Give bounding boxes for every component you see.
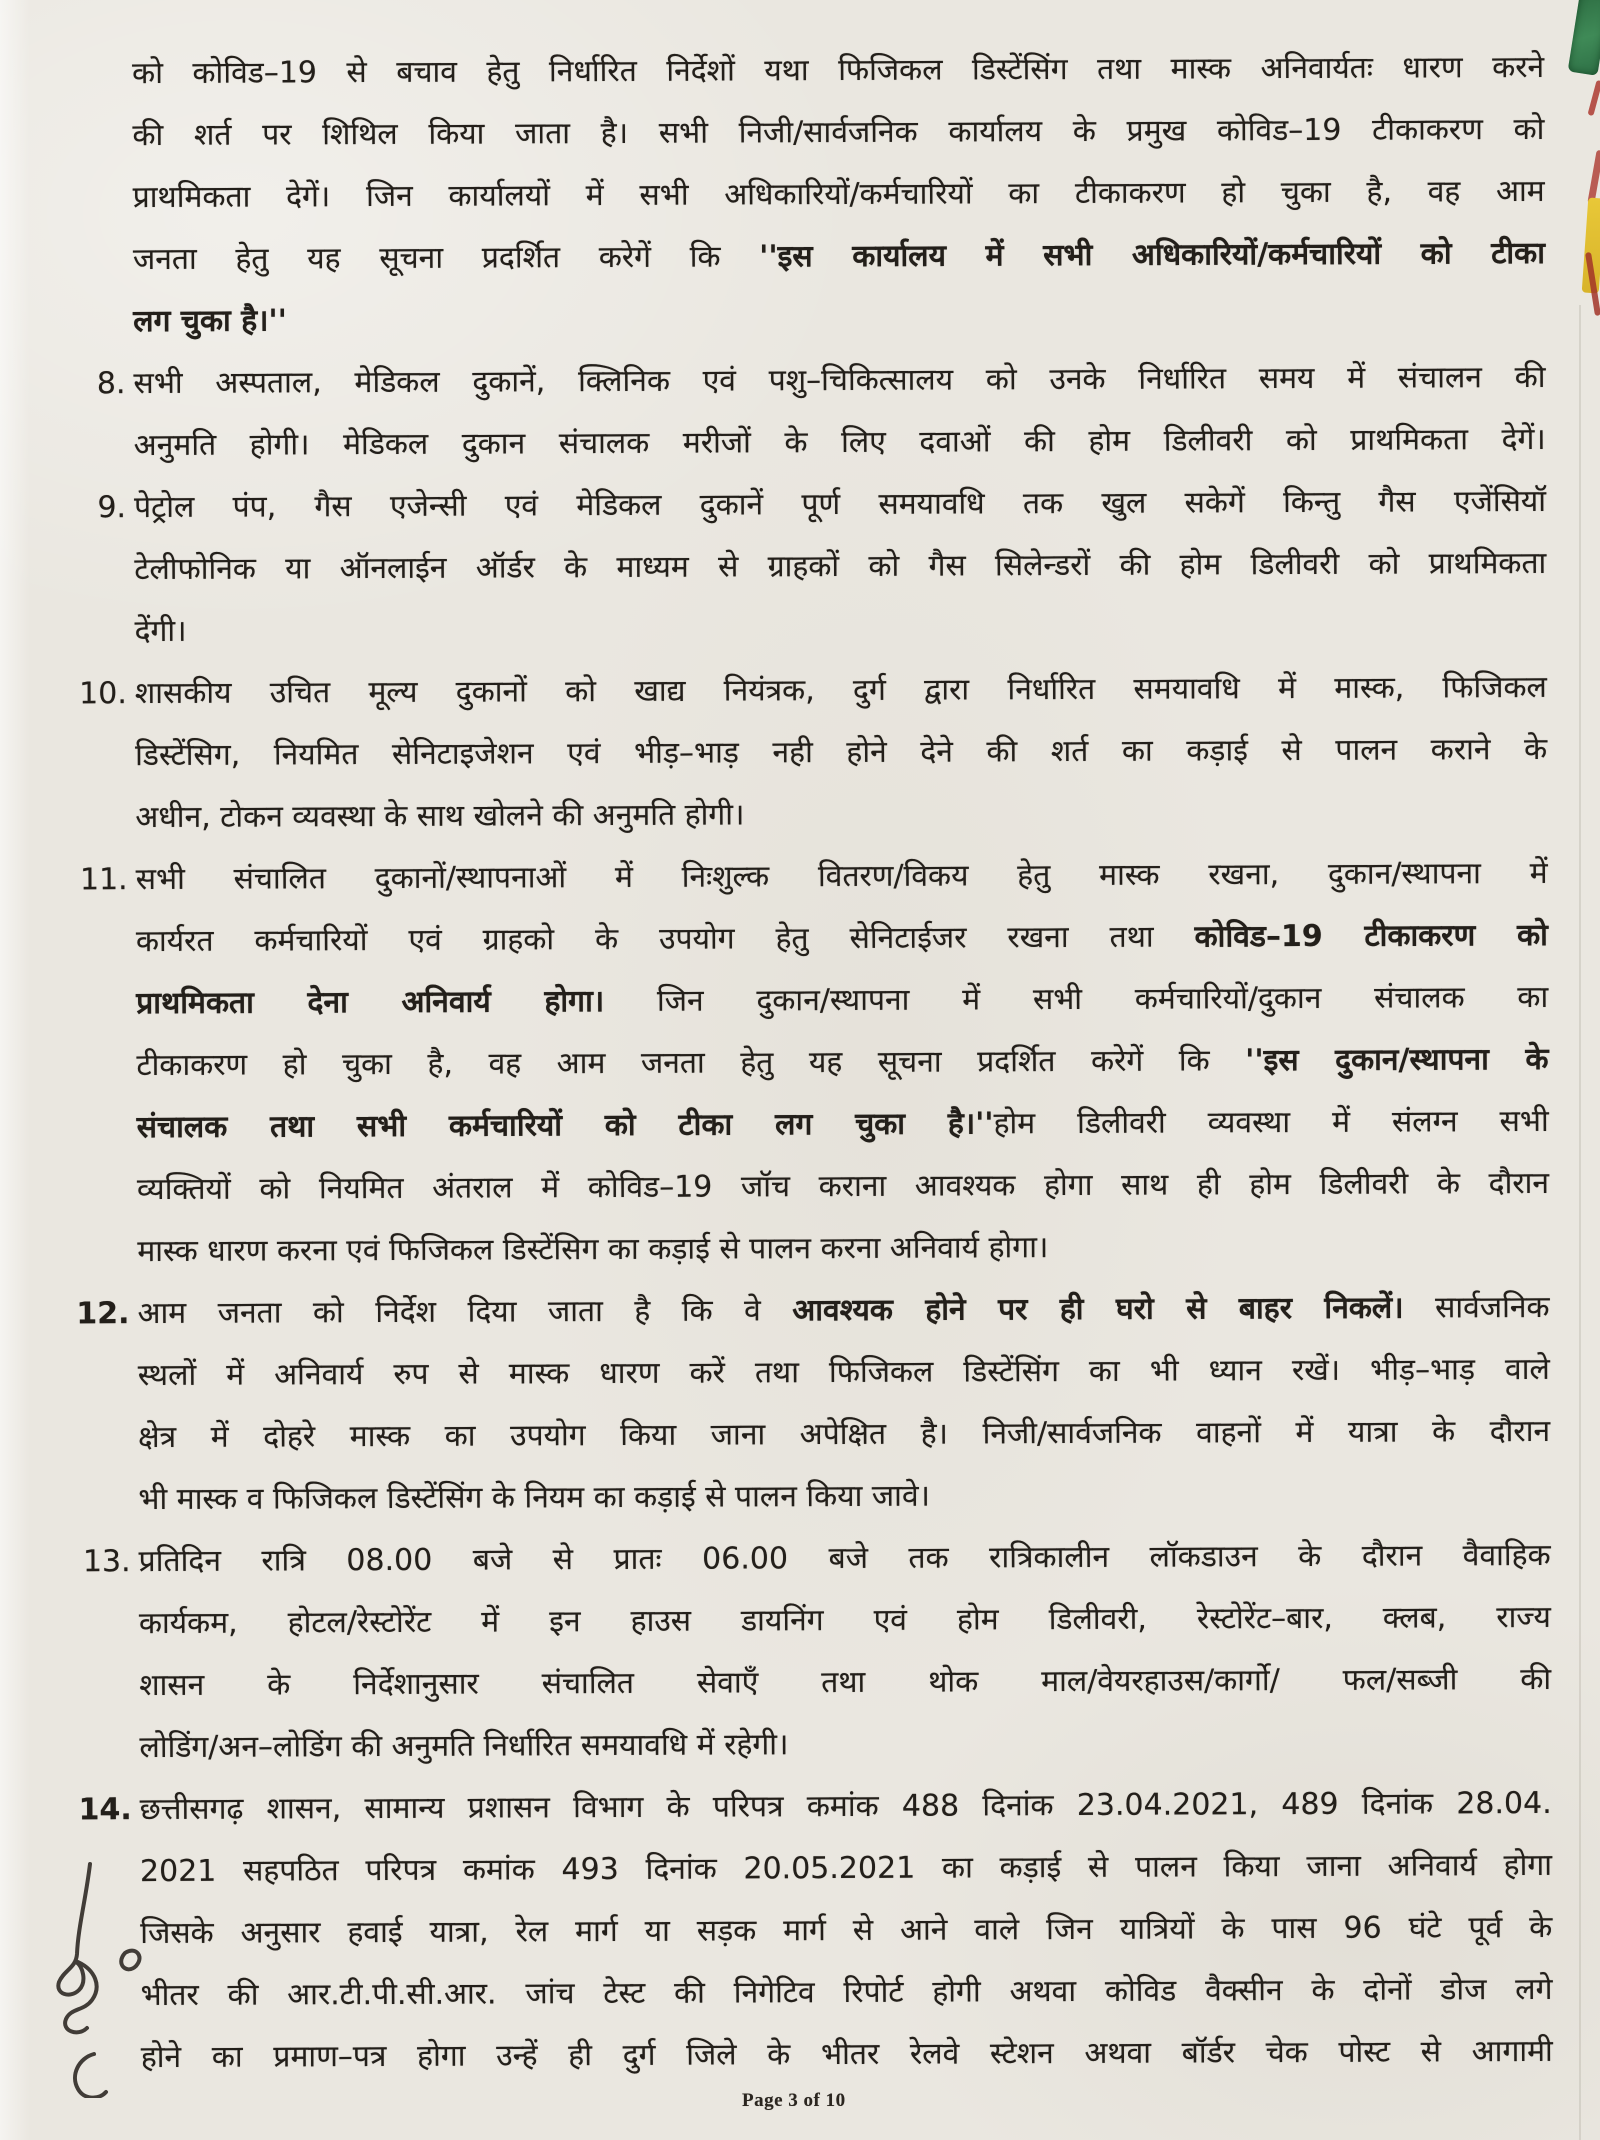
text-line xyxy=(133,161,1545,229)
text-line xyxy=(141,2021,1553,2089)
text-segment: शासकीय उचित मूल्य दुकानों को खाद्य नियंत्रक, दुर्ग द्वारा निर्धारित समयावधि में मास्क, फिजिकल xyxy=(134,669,1547,712)
text-line xyxy=(140,1897,1552,1965)
text-segment: को कोविड–19 से बचाव हेतु निर्धारित निर्देशों यथा फिजिकल डिस्टेंसिंग तथा मास्क अनिवार्यतः धारण करने xyxy=(132,49,1545,92)
edge-red-mark-2 xyxy=(1587,150,1600,204)
document-body xyxy=(76,37,1553,2089)
item-number: 10. xyxy=(79,676,127,712)
text-segment: सार्वजनिक xyxy=(1403,1289,1550,1326)
text-segment: छत्तीसगढ़ शासन, सामान्य प्रशासन विभाग के परिपत्र कमांक 488 दिनांक 23.04.2021, 489 दिनांक 28.04. xyxy=(139,1785,1552,1828)
page-number: Page 3 of 10 xyxy=(742,2090,846,2111)
text-segment: देंगी। xyxy=(134,613,187,650)
item-number: 8. xyxy=(96,366,126,402)
text-line xyxy=(138,1525,1550,1593)
text-line xyxy=(133,223,1545,291)
text-segment: जनता हेतु यह सूचना प्रदर्शित करेगें कि xyxy=(132,239,760,278)
text-line xyxy=(132,99,1544,167)
text-line xyxy=(139,1711,1551,1779)
text-segment: ''इस दुकान/स्थापना के xyxy=(1245,1041,1549,1079)
text-line xyxy=(138,1401,1550,1469)
text-segment: आम जनता को निर्देश दिया जाता है कि वे xyxy=(137,1293,793,1332)
text-segment: पेट्रोल पंप, गैस एजेन्सी एवं मेडिकल दुकानें पूर्ण समयावधि तक खुल सकेगें किन्तु गैस एजेंसियॉ xyxy=(133,483,1547,526)
item-number: 12. xyxy=(76,1296,130,1332)
text-line xyxy=(135,657,1547,725)
text-line xyxy=(137,1215,1549,1283)
text-line xyxy=(139,1649,1551,1717)
signature-scribble xyxy=(26,1858,166,2098)
edge-crease-shadow xyxy=(1579,305,1581,2140)
text-line xyxy=(138,1339,1550,1407)
text-segment: होम डिलीवरी व्यवस्था में संलग्न सभी xyxy=(993,1103,1549,1142)
text-segment: शासन के निर्देशानुसार संचालित सेवाएँ तथा थोक माल/वेयरहाउस/कार्गो/ फल/सब्जी की xyxy=(139,1661,1552,1704)
text-line xyxy=(135,719,1547,787)
text-line xyxy=(138,1463,1550,1531)
item-number: 13. xyxy=(82,1544,131,1580)
edge-red-mark-1 xyxy=(1587,80,1600,116)
text-segment: लग चुका है।'' xyxy=(133,303,287,340)
text-line xyxy=(136,1029,1548,1097)
text-line xyxy=(134,533,1546,601)
intro-paragraph xyxy=(132,37,1545,353)
text-segment: व्यक्तियों को नियमित अंतराल में कोविड–19 जॉच कराना आवश्यक होगा साथ ही होम डिलीवरी के दौरान xyxy=(136,1165,1550,1208)
text-segment: की शर्त पर शिथिल किया जाता है। सभी निजी/सार्वजनिक कार्यालय के प्रमुख कोविड–19 टीकाकरण को xyxy=(132,111,1545,154)
text-segment: आवश्यक होने पर ही घरो से बाहर निकलें। xyxy=(792,1290,1404,1329)
text-line xyxy=(132,37,1544,105)
text-segment: कार्यरत कर्मचारियों एवं ग्राहको के उपयोग हेतु सेनिटाईजर रखना तथा xyxy=(135,919,1195,960)
text-segment: ''इस कार्यालय में सभी अधिकारियों/कर्मचारियों को टीका xyxy=(759,235,1545,275)
text-line xyxy=(137,1277,1549,1345)
order-item-14 xyxy=(78,1773,1553,2089)
order-item-9 xyxy=(97,471,1547,663)
item-number: 9. xyxy=(97,490,127,526)
item-number: 14. xyxy=(78,1792,132,1828)
text-segment: डिस्टेंसिग, नियमित सेनिटाइजेशन एवं भीड़–भाड़ नही होने देने की शर्त का कड़ाई से पालन कराने के xyxy=(135,731,1548,774)
text-segment: अनुमति होगी। मेडिकल दुकान संचालक मरीजों के लिए दवाओं की होम डिलीवरी को प्राथमिकता देगें। xyxy=(133,421,1546,464)
text-line xyxy=(133,347,1545,415)
text-segment: प्राथमिकता देना अनिवार्य होगा। xyxy=(136,984,605,1022)
text-segment: 2021 सहपठित परिपत्र कमांक 493 दिनांक 20.05.2021 का कड़ाई से पालन किया जाना अनिवार्य होगा xyxy=(139,1847,1553,1890)
text-segment: जिसके अनुसार हवाई यात्रा, रेल मार्ग या सड़क मार्ग से आने वाले जिन यात्रियों के पास 96 घंटे पूर्व के xyxy=(140,1909,1553,1952)
text-line xyxy=(140,1959,1552,2027)
text-segment: सभी अस्पताल, मेडिकल दुकानें, क्लिनिक एवं पशु–चिकित्सालय को उनके निर्धारित समय में संचालन की xyxy=(133,359,1546,402)
order-item-12 xyxy=(76,1277,1551,1531)
text-line xyxy=(137,1153,1549,1221)
text-segment: सभी संचालित दुकानों/स्थापनाओं में निःशुल्क वितरण/विकय हेतु मास्क रखना, दुकान/स्थापना में xyxy=(135,855,1548,898)
order-item-10 xyxy=(79,657,1548,849)
text-segment: जिन दुकान/स्थापना में सभी कर्मचारियों/दुकान संचालक का xyxy=(604,979,1549,1020)
text-segment: कोविड–19 टीकाकरण को xyxy=(1194,917,1548,955)
order-item-13 xyxy=(82,1525,1552,1779)
text-line xyxy=(136,905,1548,973)
text-line xyxy=(136,967,1548,1035)
text-segment: क्षेत्र में दोहरे मास्क का उपयोग किया जाना अपेक्षित है। निजी/सार्वजनिक वाहनों में यात्रा के दौरान xyxy=(138,1413,1551,1456)
text-segment: टीकाकरण हो चुका है, वह आम जनता हेतु यह सूचना प्रदर्शित करेगें कि xyxy=(136,1043,1246,1084)
text-line xyxy=(140,1773,1552,1841)
text-segment: भीतर की आर.टी.पी.सी.आर. जांच टेस्ट की निगेटिव रिपोर्ट होगी अथवा कोविड वैक्सीन के दोनों डोज लगे xyxy=(140,1971,1553,2014)
order-item-8 xyxy=(96,347,1546,477)
text-segment: मास्क धारण करना एवं फिजिकल डिस्टेंसिग का कड़ाई से पालन करना अनिवार्य होगा। xyxy=(137,1230,1049,1270)
text-segment: होने का प्रमाण–पत्र होगा उन्हें ही दुर्ग जिले के भीतर रेलवे स्टेशन अथवा बॉर्डर चेक पोस्ट से आगामी xyxy=(140,2033,1553,2076)
text-segment: लोडिंग/अन–लोडिंग की अनुमति निर्धारित समयावधि में रहेगी। xyxy=(139,1727,789,1766)
text-line xyxy=(134,595,1546,663)
text-line xyxy=(134,409,1546,477)
text-line xyxy=(136,843,1548,911)
text-line xyxy=(140,1835,1552,1903)
item-number: 11. xyxy=(79,862,128,898)
text-segment: संचालक तथा सभी कर्मचारियों को टीका लग चुका है।'' xyxy=(136,1106,994,1146)
text-segment: अधीन, टोकन व्यवस्था के साथ खोलने की अनुमति होगी। xyxy=(135,797,745,836)
text-segment: स्थलों में अनिवार्य रुप से मास्क धारण करें तथा फिजिकल डिस्टेंसिंग का भी ध्यान रखें। भीड़–भाड़ वाले xyxy=(137,1351,1550,1394)
order-item-11 xyxy=(79,843,1550,1283)
text-line xyxy=(133,285,1545,353)
text-segment: प्राथमिकता देगें। जिन कार्यालयों में सभी अधिकारियों/कर्मचारियों का टीकाकरण हो चुका है, वह आम xyxy=(132,173,1545,216)
edge-green-paper xyxy=(1568,0,1600,76)
text-line xyxy=(139,1587,1551,1655)
text-line xyxy=(135,781,1547,849)
text-segment: कार्यकम, होटल/रेस्टोरेंट में इन हाउस डायनिंग एवं होम डिलीवरी, रेस्टोरेंट–बार, क्लब, राज्य xyxy=(138,1599,1551,1642)
text-segment: टेलीफोनिक या ऑनलाईन ऑर्डर के माध्यम से ग्राहकों को गैस सिलेन्डरों की होम डिलीवरी को प्राथमिकता xyxy=(134,545,1547,588)
text-segment: भी मास्क व फिजिकल डिस्टेंसिंग के नियम का कड़ाई से पालन किया जावे। xyxy=(138,1478,931,1518)
text-line xyxy=(134,471,1546,539)
text-line xyxy=(137,1091,1549,1159)
text-segment: प्रतिदिन रात्रि 08.00 बजे से प्रातः 06.00 बजे तक रात्रिकालीन लॉकडाउन के दौरान वैवाहिक xyxy=(138,1537,1551,1580)
